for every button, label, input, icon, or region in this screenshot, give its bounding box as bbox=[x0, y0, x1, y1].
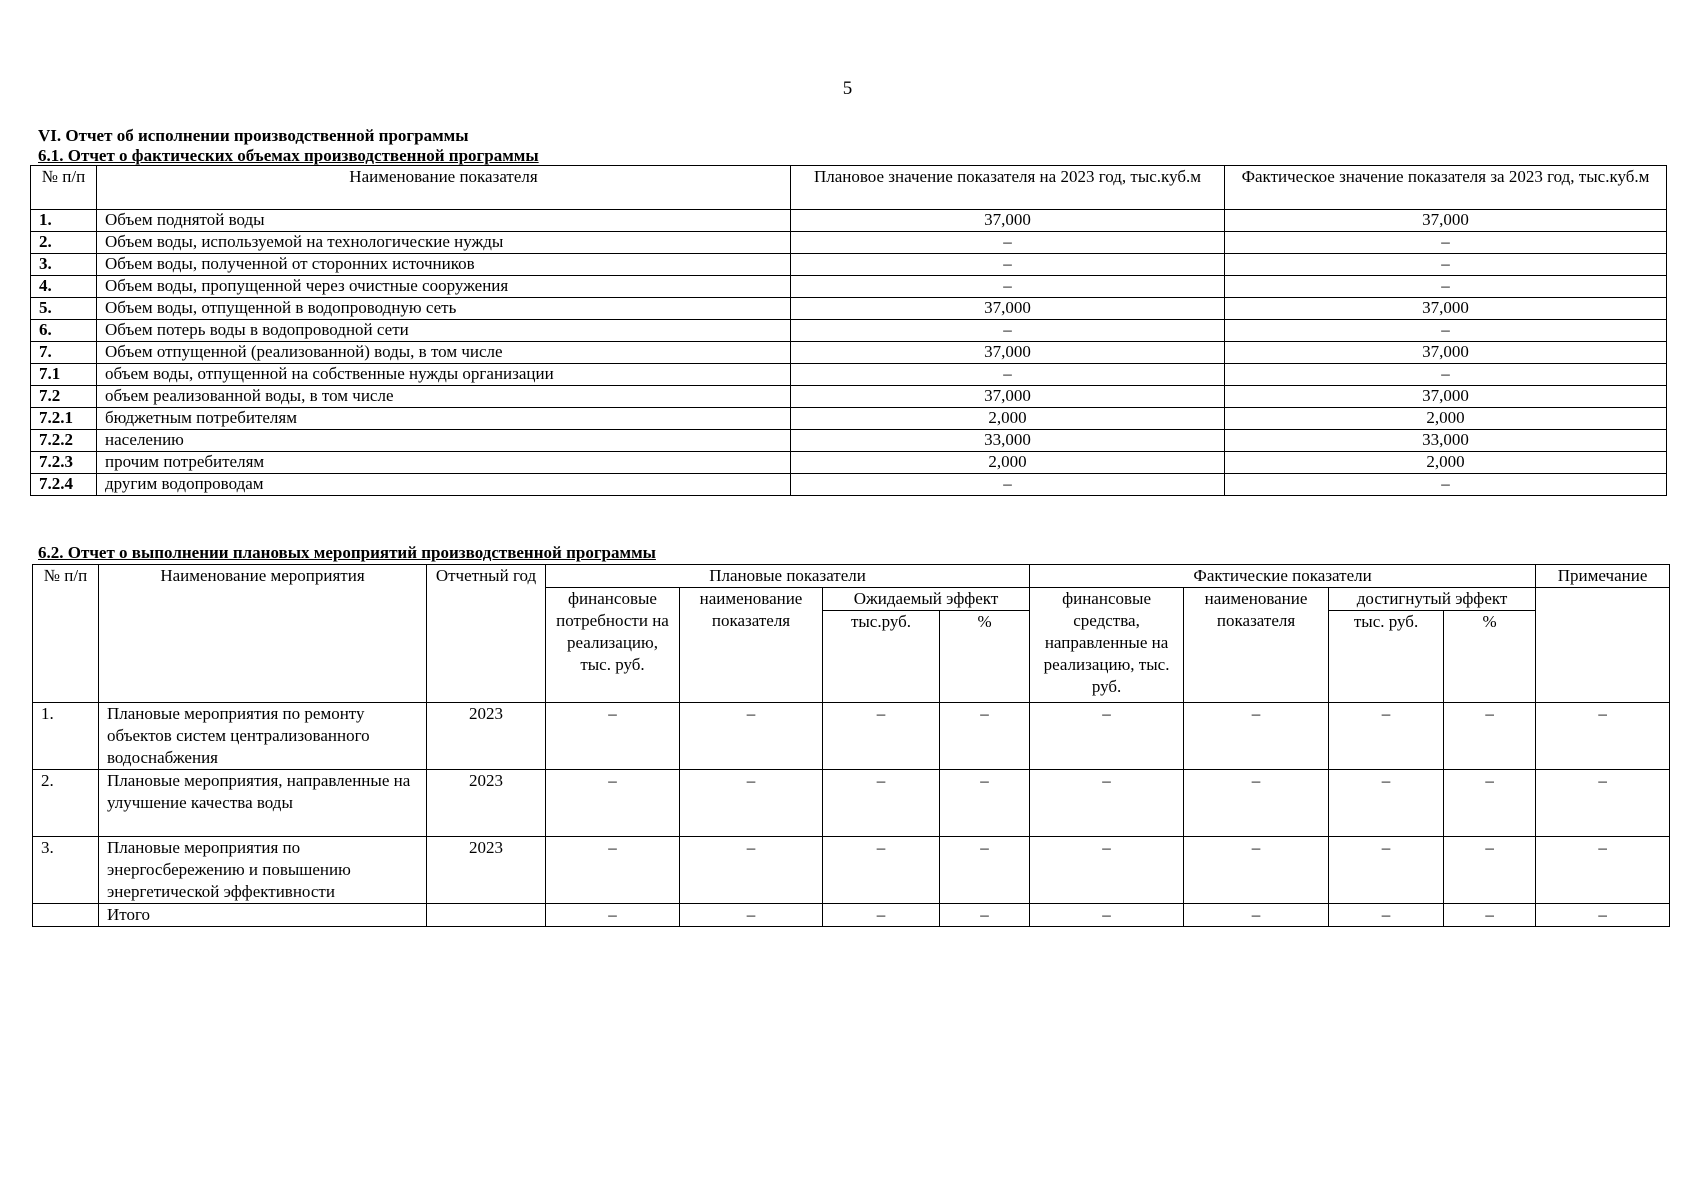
header-note-empty bbox=[1536, 588, 1670, 703]
row-number: 7.2.3 bbox=[31, 452, 97, 474]
row-plan-effect-rub: – bbox=[823, 770, 940, 837]
header-num: № п/п bbox=[31, 166, 97, 210]
row-fact-effect-pct: – bbox=[1444, 904, 1536, 927]
row-plan-value: – bbox=[791, 364, 1225, 386]
header-plan-pct: % bbox=[940, 611, 1030, 703]
row-plan-indicator: – bbox=[680, 904, 823, 927]
row-plan-value: – bbox=[791, 474, 1225, 496]
row-plan-effect-rub: – bbox=[823, 837, 940, 904]
row-indicator-name: объем реализованной воды, в том числе bbox=[97, 386, 791, 408]
row-indicator-name: Объем потерь воды в водопроводной сети bbox=[97, 320, 791, 342]
section-title: VI. Отчет об исполнении производственной программы bbox=[38, 126, 469, 145]
header-plan-financing: финансовые потребности на реализацию, тыс. руб. bbox=[546, 588, 680, 703]
table2-header-row-1 bbox=[33, 565, 1670, 588]
table-row bbox=[31, 232, 1667, 254]
row-fact-value: – bbox=[1225, 276, 1667, 298]
row-note: – bbox=[1536, 904, 1670, 927]
header-plan-effect: Ожидаемый эффект bbox=[823, 588, 1030, 611]
row-indicator-name: Объем воды, полученной от сторонних источников bbox=[97, 254, 791, 276]
row-fact-indicator: – bbox=[1184, 837, 1329, 904]
table-row bbox=[31, 430, 1667, 452]
row-report-year: 2023 bbox=[427, 770, 546, 837]
row-plan-indicator: – bbox=[680, 837, 823, 904]
row-indicator-name: Объем воды, пропущенной через очистные сооружения bbox=[97, 276, 791, 298]
row-number: 7.2.1 bbox=[31, 408, 97, 430]
row-number: 3. bbox=[31, 254, 97, 276]
table-row bbox=[31, 320, 1667, 342]
row-indicator-name: населению bbox=[97, 430, 791, 452]
row-number: 7.2 bbox=[31, 386, 97, 408]
row-plan-indicator: – bbox=[680, 703, 823, 770]
row-plan-effect-pct: – bbox=[940, 703, 1030, 770]
row-fact-effect-rub: – bbox=[1329, 904, 1444, 927]
row-indicator-name: Объем отпущенной (реализованной) воды, в том числе bbox=[97, 342, 791, 364]
row-indicator-name: бюджетным потребителям bbox=[97, 408, 791, 430]
row-plan-value: 2,000 bbox=[791, 452, 1225, 474]
row-fact-indicator: – bbox=[1184, 703, 1329, 770]
row-indicator-name: Объем воды, используемой на технологические нужды bbox=[97, 232, 791, 254]
row-plan-financing: – bbox=[546, 904, 680, 927]
header-note: Примечание bbox=[1536, 565, 1670, 588]
row-plan-effect-pct: – bbox=[940, 770, 1030, 837]
row-fact-effect-pct: – bbox=[1444, 837, 1536, 904]
header-num: № п/п bbox=[33, 565, 99, 703]
row-note: – bbox=[1536, 770, 1670, 837]
row-fact-value: 2,000 bbox=[1225, 452, 1667, 474]
row-plan-value: – bbox=[791, 276, 1225, 298]
row-number: 2. bbox=[33, 770, 99, 837]
header-plan-rub: тыс.руб. bbox=[823, 611, 940, 703]
row-measure-name: Плановые мероприятия по энергосбережению и повышению энергетической эффективности bbox=[99, 837, 427, 904]
table-row bbox=[31, 254, 1667, 276]
row-fact-effect-rub: – bbox=[1329, 703, 1444, 770]
table-row bbox=[31, 364, 1667, 386]
row-plan-value: – bbox=[791, 254, 1225, 276]
header-plan-value: Плановое значение показателя на 2023 год, тыс.куб.м bbox=[791, 166, 1225, 210]
row-fact-value: 33,000 bbox=[1225, 430, 1667, 452]
row-plan-effect-pct: – bbox=[940, 837, 1030, 904]
row-report-year: 2023 bbox=[427, 703, 546, 770]
header-indicator-name: Наименование показателя bbox=[97, 166, 791, 210]
header-fact-financing: финансовые средства, направленные на реализацию, тыс. руб. bbox=[1030, 588, 1184, 703]
row-plan-value: 33,000 bbox=[791, 430, 1225, 452]
row-plan-value: – bbox=[791, 232, 1225, 254]
planned-measures-table bbox=[32, 564, 1670, 927]
header-fact-effect: достигнутый эффект bbox=[1329, 588, 1536, 611]
row-plan-value: 37,000 bbox=[791, 386, 1225, 408]
row-note: – bbox=[1536, 703, 1670, 770]
row-fact-financing: – bbox=[1030, 703, 1184, 770]
row-fact-effect-pct: – bbox=[1444, 703, 1536, 770]
row-fact-value: 37,000 bbox=[1225, 342, 1667, 364]
table-row bbox=[31, 474, 1667, 496]
row-indicator-name: другим водопроводам bbox=[97, 474, 791, 496]
row-fact-value: – bbox=[1225, 254, 1667, 276]
table2-title: 6.2. Отчет о выполнении плановых мероприятий производственной программы bbox=[38, 543, 656, 562]
row-fact-effect-rub: – bbox=[1329, 837, 1444, 904]
row-indicator-name: объем воды, отпущенной на собственные нужды организации bbox=[97, 364, 791, 386]
table-row bbox=[31, 408, 1667, 430]
row-number: 7.1 bbox=[31, 364, 97, 386]
table1-header-row bbox=[31, 166, 1667, 210]
row-fact-financing: – bbox=[1030, 770, 1184, 837]
table-row bbox=[31, 342, 1667, 364]
row-plan-financing: – bbox=[546, 703, 680, 770]
production-volumes-table bbox=[30, 165, 1667, 496]
row-plan-indicator: – bbox=[680, 770, 823, 837]
row-number: 7.2.2 bbox=[31, 430, 97, 452]
row-plan-effect-rub: – bbox=[823, 904, 940, 927]
row-plan-value: 37,000 bbox=[791, 342, 1225, 364]
row-number: 1. bbox=[33, 703, 99, 770]
row-number: 2. bbox=[31, 232, 97, 254]
header-fact-indicator: наименование показателя bbox=[1184, 588, 1329, 703]
table-row bbox=[31, 210, 1667, 232]
header-fact-pct: % bbox=[1444, 611, 1536, 703]
row-indicator-name: прочим потребителям bbox=[97, 452, 791, 474]
header-fact-rub: тыс. руб. bbox=[1329, 611, 1444, 703]
row-fact-value: – bbox=[1225, 364, 1667, 386]
row-fact-value: 37,000 bbox=[1225, 210, 1667, 232]
table-row bbox=[33, 770, 1670, 837]
row-fact-value: 37,000 bbox=[1225, 386, 1667, 408]
row-fact-effect-rub: – bbox=[1329, 770, 1444, 837]
row-fact-value: 2,000 bbox=[1225, 408, 1667, 430]
row-report-year bbox=[427, 904, 546, 927]
row-measure-name: Плановые мероприятия, направленные на улучшение качества воды bbox=[99, 770, 427, 837]
row-measure-name: Итого bbox=[99, 904, 427, 927]
row-fact-value: – bbox=[1225, 232, 1667, 254]
row-fact-effect-pct: – bbox=[1444, 770, 1536, 837]
header-measure-name: Наименование мероприятия bbox=[99, 565, 427, 703]
header-plan-indicator: наименование показателя bbox=[680, 588, 823, 703]
row-indicator-name: Объем воды, отпущенной в водопроводную сеть bbox=[97, 298, 791, 320]
row-measure-name: Плановые мероприятия по ремонту объектов систем централизованного водоснабжения bbox=[99, 703, 427, 770]
row-note: – bbox=[1536, 837, 1670, 904]
row-plan-value: 37,000 bbox=[791, 210, 1225, 232]
header-fact-group: Фактические показатели bbox=[1030, 565, 1536, 588]
row-plan-value: 37,000 bbox=[791, 298, 1225, 320]
row-plan-value: 2,000 bbox=[791, 408, 1225, 430]
row-fact-financing: – bbox=[1030, 837, 1184, 904]
table-row bbox=[33, 837, 1670, 904]
row-number: 3. bbox=[33, 837, 99, 904]
row-fact-financing: – bbox=[1030, 904, 1184, 927]
row-plan-value: – bbox=[791, 320, 1225, 342]
table-row bbox=[31, 452, 1667, 474]
page-number: 5 bbox=[842, 78, 853, 99]
header-report-year: Отчетный год bbox=[427, 565, 546, 703]
table-row bbox=[31, 276, 1667, 298]
row-number: 4. bbox=[31, 276, 97, 298]
table-row bbox=[31, 386, 1667, 408]
header-plan-group: Плановые показатели bbox=[546, 565, 1030, 588]
row-fact-value: – bbox=[1225, 474, 1667, 496]
row-plan-effect-pct: – bbox=[940, 904, 1030, 927]
row-number: 7. bbox=[31, 342, 97, 364]
row-plan-financing: – bbox=[546, 837, 680, 904]
table-row bbox=[33, 904, 1670, 927]
row-fact-value: – bbox=[1225, 320, 1667, 342]
row-fact-value: 37,000 bbox=[1225, 298, 1667, 320]
row-number: 1. bbox=[31, 210, 97, 232]
row-fact-indicator: – bbox=[1184, 904, 1329, 927]
table-row bbox=[33, 703, 1670, 770]
row-plan-financing: – bbox=[546, 770, 680, 837]
row-number bbox=[33, 904, 99, 927]
table-row bbox=[31, 298, 1667, 320]
table1-title: 6.1. Отчет о фактических объемах производственной программы bbox=[38, 146, 539, 165]
header-fact-value: Фактическое значение показателя за 2023 год, тыс.куб.м bbox=[1225, 166, 1667, 210]
row-indicator-name: Объем поднятой воды bbox=[97, 210, 791, 232]
row-fact-indicator: – bbox=[1184, 770, 1329, 837]
row-report-year: 2023 bbox=[427, 837, 546, 904]
row-number: 5. bbox=[31, 298, 97, 320]
row-number: 7.2.4 bbox=[31, 474, 97, 496]
row-number: 6. bbox=[31, 320, 97, 342]
row-plan-effect-rub: – bbox=[823, 703, 940, 770]
